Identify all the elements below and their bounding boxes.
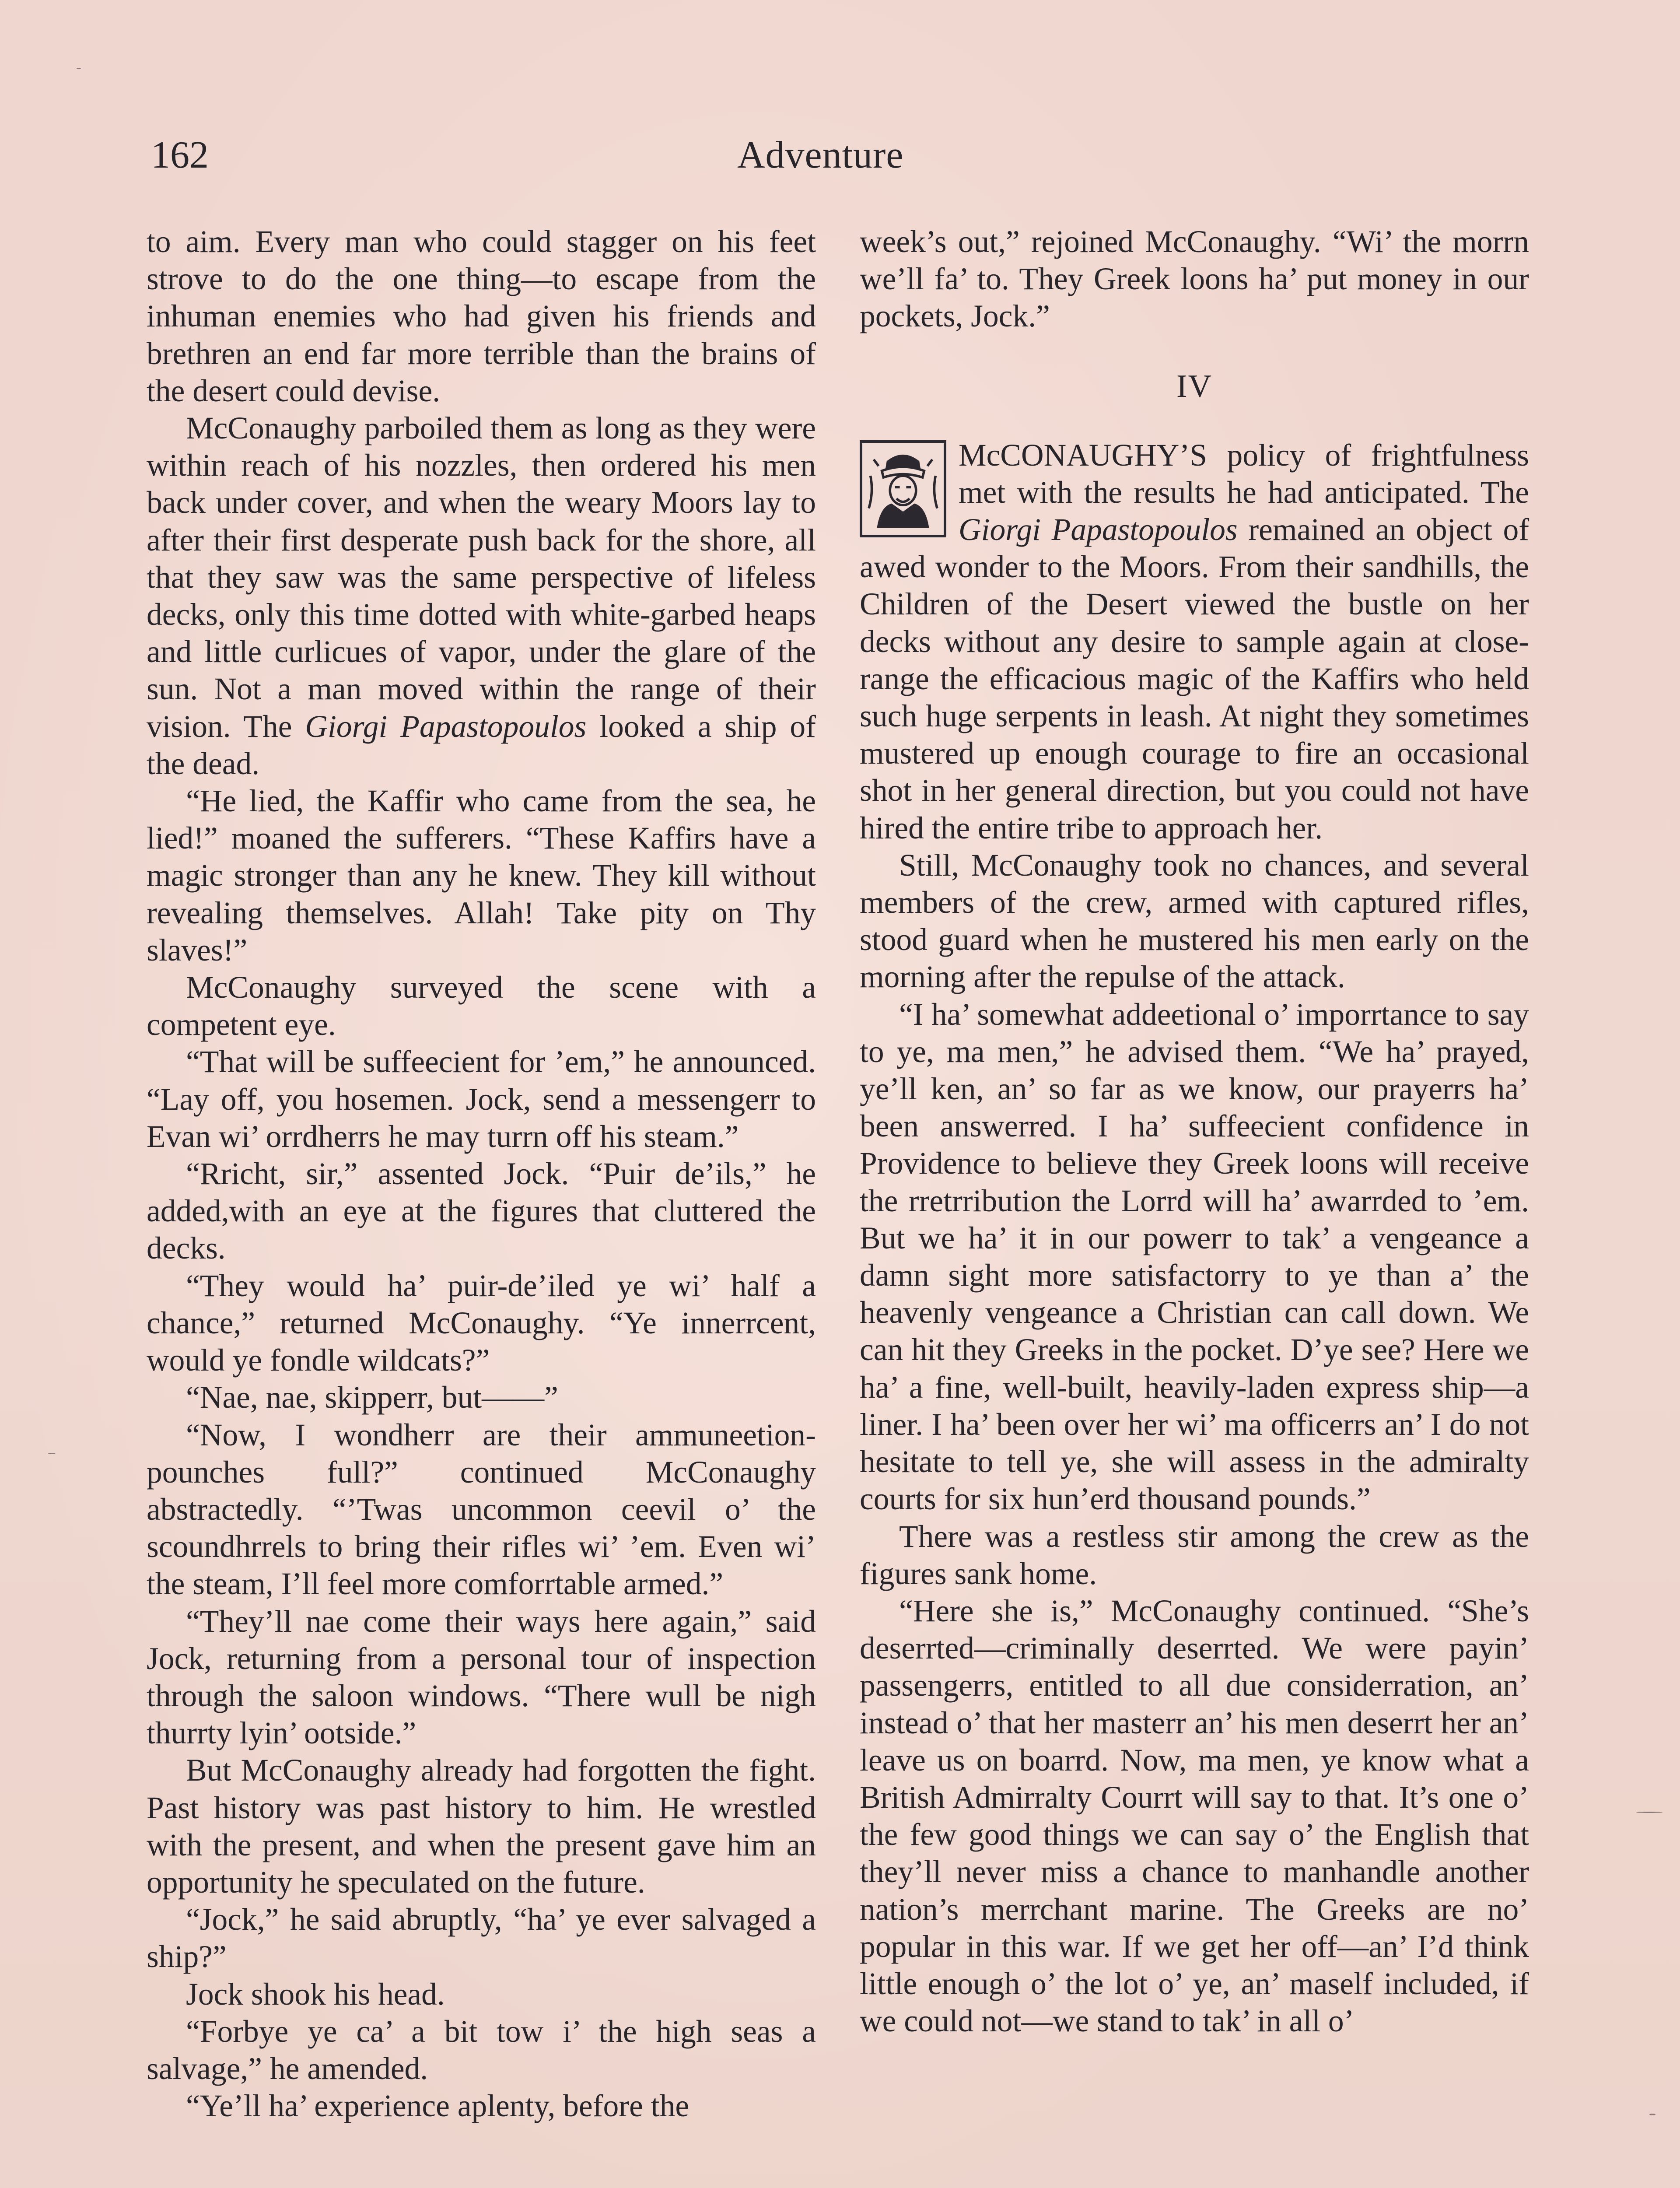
- paragraph-text: looked a ship of the dead.: [147, 709, 816, 781]
- paragraph: But McConaughy already had forgotten the fight. Past history was past history to him. He wrestled with the present, and when the present gave him an opportunity he speculated on the future.: [147, 1753, 816, 1900]
- paragraph: “I ha’ somewhat addeetional o’ imporrtance to say to ye, ma men,” he advised them. “We ha’ prayed, ye’ll ken, an’ so far as we know, our prayerrs ha’ been answerred. I ha’ suffeecient confidence in Providence to believe they Greek loons will receive the rretrribution the Lorrd will ha’ awarrded to ’em. But we ha’ it in our powerr to tak’ a vengeance a damn sight more satisfactorry to ye than a’ the heavenly vengeance a Christian can call down. We can hit they Greeks in the pocket. D’ye see? Here we ha’ a fine, well-built, heavily-laden express ship—a liner. I ha’ been over her wi’ ma officerrs an’ I do not hesitate to tell ye, she will assess in the admiralty courts for six hun’erd thousand pounds.”: [860, 997, 1529, 1517]
- paragraph: There was a restless stir among the crew as the figures sank home.: [860, 1519, 1529, 1591]
- paragraph: “Forbye ye ca’ a bit tow i’ the high seas a salvage,” he amended.: [147, 2014, 816, 2086]
- paragraph: “That will be suffeecient for ’em,” he announced. “Lay off, you hosemen. Jock, send a messengerr to Evan wi’ orrdherrs he may turrn off his steam.”: [147, 1045, 816, 1154]
- paragraph: “They’ll nae come their ways here again,” said Jock, returning from a personal tour of inspection through the saloon windows. “There wull be nigh thurrty lyin’ ootside.”: [147, 1604, 816, 1751]
- paragraph: McConaughy surveyed the scene with a competent eye.: [147, 970, 816, 1042]
- decorative-initial-icon: [860, 440, 946, 537]
- paragraph: [147, 410, 816, 782]
- paragraph: “Rricht, sir,” assented Jock. “Puir de’ils,” he added,with an eye at the figures that cluttered the decks.: [147, 1157, 816, 1266]
- paragraph: “Ye’ll ha’ experience aplenty, before the: [186, 2089, 690, 2124]
- paragraph: Still, McConaughy took no chances, and several members of the crew, armed with captured rifles, stood guard when he mustered his men early on the morning after the repulse of the attack.: [860, 848, 1529, 995]
- paragraph: [860, 437, 1529, 847]
- paragraph-text: remained an object of awed wonder to the Moors. From their sandhills, the Children of the Desert viewed the bustle on her decks without any desire to sample again at close-range the efficacious magic of the Kaffirs who held such huge serpents in leash. At night they sometimes mustered up enough courage to fire an occasional shot in her general direction, but you could not have hired the entire tribe to approach her.: [860, 512, 1530, 845]
- paragraph-text: McConaughy parboiled them as long as they were within reach of his nozzles, then ordered his men back under cover, and when the weary Moors lay to after their first desperate push back for the shore, all that they saw was the same perspective of lifeless decks, only this time dotted with white-garbed heaps and little curlicues of vapor, under the glare of the sun. Not a man moved within the range of their vision. The: [147, 411, 816, 744]
- left-column: [147, 223, 816, 2125]
- print-speck: [1636, 1812, 1662, 1813]
- ship-name: Giorgi Papastopoulos: [305, 709, 587, 744]
- print-speck: [48, 1453, 55, 1454]
- paragraph: week’s out,” rejoined McConaughy. “Wi’ the morrn we’ll fa’ to. They Greek loons ha’ put money in our pockets, Jock.”: [860, 224, 1529, 334]
- paragraph: “Here she is,” McConaughy continued. “She’s deserrted—criminally deserrted. We were payin’ passengerrs, entitled to all due considerration, an’ instead o’ that her masterr an’ his men deserrt her an’ leave us on boarrd. Now, ma men, ye know what a British Admirralty Courrt will say to that. It’s one o’ the few good things we can say o’ the English that they’ll never miss a chance to manhandle another nation’s merrchant marine. The Greeks are no’ popular in this war. If we get her off—an’ I’d think little enough o’ the lot o’ ye, an’ maself included, if we could not—we stand to tak’ in all o’: [860, 1593, 1529, 2039]
- right-column: [860, 223, 1529, 2040]
- page-number: 162: [151, 134, 209, 176]
- paragraph: “He lied, the Kaffir who came from the sea, he lied!” moaned the sufferers. “These Kaffirs have a magic stronger than any he knew. They kill without revealing themselves. Allah! Take pity on Thy slaves!”: [147, 784, 816, 968]
- section-number: IV: [1176, 368, 1213, 404]
- print-speck: [77, 68, 81, 69]
- paragraph: “Nae, nae, skipperr, but——”: [186, 1380, 558, 1415]
- paragraph: “Now, I wondherr are their ammuneetion-pounches full?” continued McConaughy abstractedly. “’Twas uncommon ceevil o’ the scoundhrrels to bring their rifles wi’ ’em. Even wi’ the steam, I’ll feel more comforrtable armed.”: [147, 1417, 816, 1602]
- paragraph-text: McCONAUGHY’S policy of frightfulness met with the results he had anticipated. The: [959, 438, 1529, 510]
- paragraph: “They would ha’ puir-de’iled ye wi’ half a chance,” returned McConaughy. “Ye innerrcent, would ye fondle wildcats?”: [147, 1268, 816, 1378]
- ship-name: Giorgi Papastopoulos: [959, 512, 1238, 547]
- page-header: [151, 131, 1533, 184]
- print-speck: [1649, 2114, 1656, 2115]
- paragraph: Jock shook his head.: [186, 1977, 445, 2012]
- running-head: Adventure: [737, 134, 904, 176]
- paragraph: “Jock,” he said abruptly, “ha’ ye ever salvaged a ship?”: [147, 1902, 816, 1974]
- paragraph: to aim. Every man who could stagger on his feet strove to do the one thing—to escape from the inhuman enemies who had given his friends and brethren an end far more terrible than the brains of the desert could devise.: [147, 224, 816, 408]
